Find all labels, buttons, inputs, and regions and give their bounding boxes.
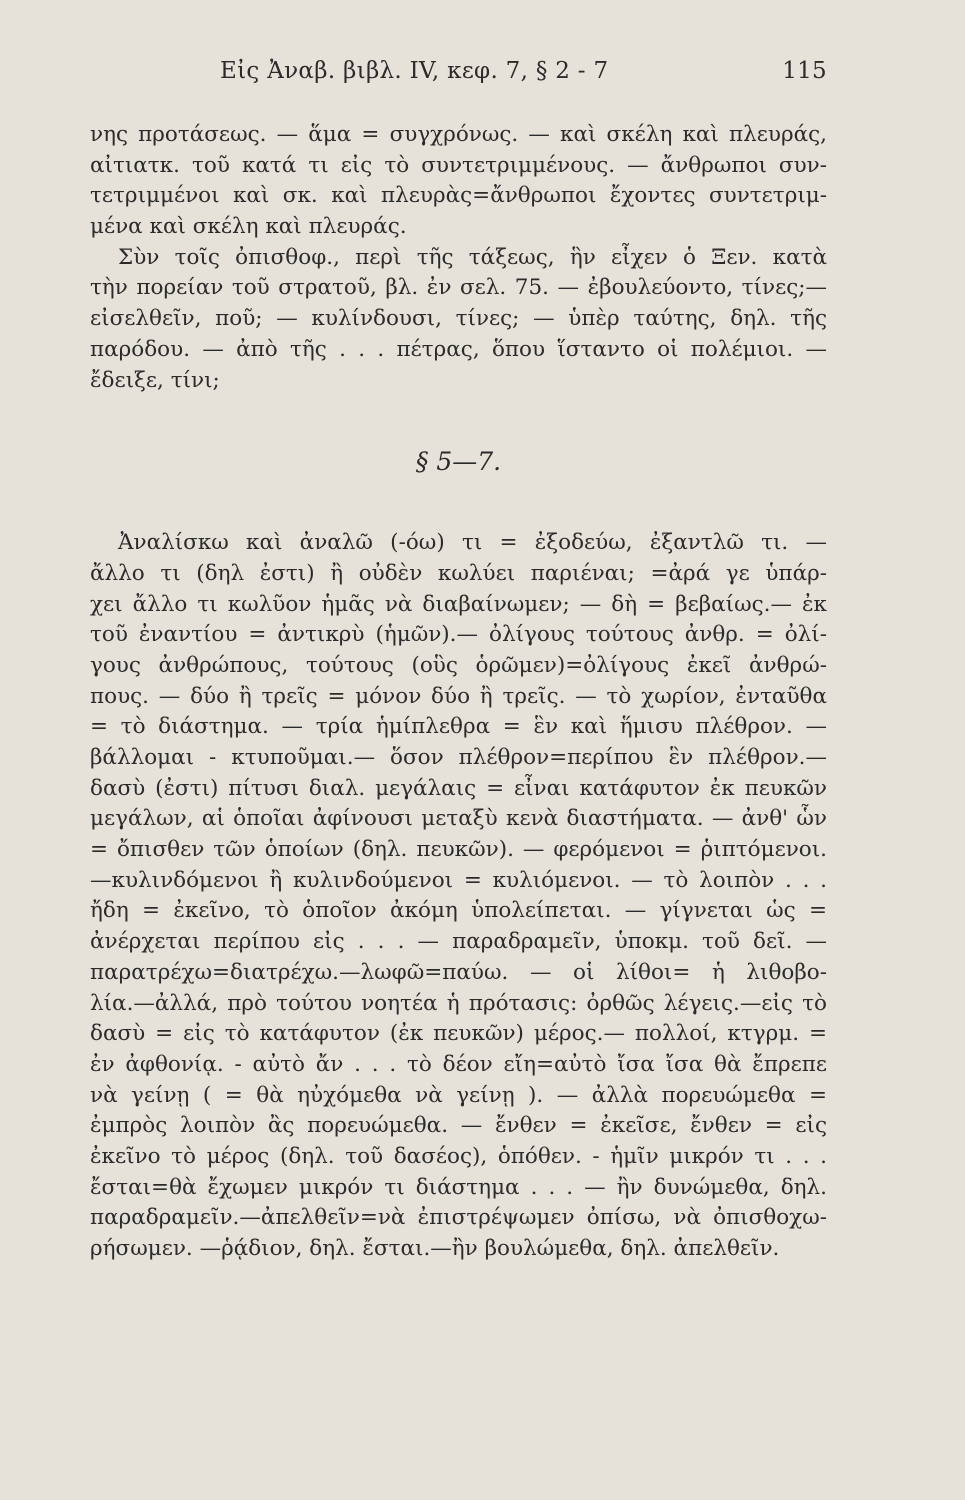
text-line: ἄλλο τι (δηλ ἐστι) ἢ οὐδὲν κωλύει παριέναι; =ἀρά γε ὑπάρ- [90, 560, 827, 586]
text-line: —κυλινδόμενοι ἢ κυλινδούμενοι = κυλιόμενοι. — τὸ λοιπὸν . . . [90, 867, 827, 893]
text-line: βάλλομαι - κτυποῦμαι.— ὅσον πλέθρον=περίπου ἓν πλέθρον.— [90, 745, 827, 770]
text-line: παρατρέχω=διατρέχω.—λωφῶ=παύω. — οἱ λίθοι= ἡ λιθοβο- [90, 959, 827, 985]
text-line: ἐμπρὸς λοιπὸν ἂς πορευώμεθα. — ἔνθεν = ἐκεῖσε, ἔνθεν = εἰς [90, 1113, 827, 1139]
text-line: Ἀναλίσκω καὶ ἀναλῶ (-όω) τι = ἐξοδεύω, ἐξαντλῶ τι. — [118, 530, 827, 556]
text-line: αἰτιατκ. τοῦ κατά τι εἰς τὸ συντετριμμένους. — ἄνθρωποι συν- [90, 152, 827, 178]
text-line: λία.—ἀλλά, πρὸ τούτου νοητέα ἡ πρότασις: ὀρθῶς λέγεις.—εἰς τὸ [90, 990, 827, 1016]
page-body [90, 120, 827, 1265]
text-line: = ὄπισθεν τῶν ὁποίων (δηλ. πευκῶν). — φερόμενοι = ῥιπτόμενοι. [90, 837, 827, 863]
text-line: τὴν πορείαν τοῦ στρατοῦ, βλ. ἐν σελ. 75. — ἐβουλεύοντο, τίνες;— [90, 275, 827, 301]
text-line: παρόδου. — ἀπὸ τῆς . . . πέτρας, ὅπου ἵσταντο οἱ πολέμιοι. — [90, 336, 827, 362]
text-line: Σὺν τοῖς ὀπισθοφ., περὶ τῆς τάξεως, ἣν εἶχεν ὁ Ξεν. κατὰ [118, 244, 827, 270]
text-line: δασὺ (ἐστι) πίτυσι διαλ. μεγάλαις = εἶναι κατάφυτον ἐκ πευκῶν [90, 775, 827, 801]
text-line: ἀνέρχεται περίπου εἰς . . . — παραδραμεῖν, ὑποκμ. τοῦ δεῖ. — [90, 929, 827, 955]
text-line: ἤδη = ἐκεῖνο, τὸ ὁποῖον ἀκόμη ὑπολείπεται. — γίγνεται ὡς = [90, 898, 827, 924]
text-line: ρήσωμεν. —ῥᾴδιον, δηλ. ἔσται.—ἢν βουλώμεθα, δηλ. ἀπελθεῖν. [90, 1236, 780, 1261]
running-title: Εἰς Ἀναβ. βιβλ. IV, κεφ. 7, § 2 - 7 [220, 58, 609, 84]
section-heading: § 5—7. [415, 447, 502, 477]
text-line: παραδραμεῖν.—ἀπελθεῖν=νὰ ἐπιστρέψωμεν ὀπίσω, νὰ ὀπισθοχω- [90, 1205, 827, 1231]
text-line: τετριμμένοι καὶ σκ. καὶ πλευρὰς=ἄνθρωποι ἔχοντες συντετριμ- [90, 183, 827, 209]
text-line: εἰσελθεῖν, ποῦ; — κυλίνδουσι, τίνες; — ὑπὲρ ταύτης, δηλ. τῆς [90, 306, 827, 332]
page-number: 115 [782, 58, 827, 84]
text-line: ἐν ἀφθονίᾳ. - αὐτὸ ἄν . . . τὸ δέον εἴη=αὐτὸ ἴσα ἴσα θὰ ἔπρεπε [90, 1051, 827, 1077]
commentary-block-2 [90, 528, 827, 1265]
text-line: ἔσται=θὰ ἔχωμεν μικρόν τι διάστημα . . . — ἢν δυνώμεθα, δηλ. [90, 1174, 827, 1200]
text-line: δασὺ = εἰς τὸ κατάφυτον (ἐκ πευκῶν) μέρος.— πολλοί, κτγρμ. = [90, 1021, 827, 1047]
commentary-block-1 [90, 120, 827, 396]
text-line: ἔδειξε, τίνι; [90, 367, 220, 393]
text-line: ἐκεῖνο τὸ μέρος (δηλ. τοῦ δασέος), ὁπόθεν. - ἡμῖν μικρόν τι . . . [90, 1143, 827, 1169]
text-line: μένα καὶ σκέλη καὶ πλευράς. [90, 214, 407, 240]
text-line: πους. — δύο ἢ τρεῖς = μόνον δύο ἢ τρεῖς. — τὸ χωρίον, ἐνταῦθα [90, 683, 827, 709]
text-line: τοῦ ἐναντίου = ἀντικρὺ (ἡμῶν).— ὀλίγους τούτους ἀνθρ. = ὀλί- [90, 622, 827, 648]
text-line: μεγάλων, αἱ ὁποῖαι ἀφίνουσι μεταξὺ κενὰ διαστήματα. — ἀνθ' ὧν [90, 806, 827, 832]
text-line: νης προτάσεως. — ἅμα = συγχρόνως. — καὶ σκέλη καὶ πλευράς, [90, 122, 827, 147]
text-line: χει ἄλλο τι κωλῦον ἡμᾶς νὰ διαβαίνωμεν; — δὴ = βεβαίως.— ἐκ [90, 591, 827, 617]
running-header [90, 58, 827, 98]
text-line: νὰ γείνῃ ( = θὰ ηὐχόμεθα νὰ γείνῃ ). — ἀλλὰ πορευώμεθα = [90, 1082, 827, 1108]
text-line: γους ἀνθρώπους, τούτους (οὓς ὁρῶμεν)=ὀλίγους ἐκεῖ ἀνθρώ- [90, 652, 827, 678]
text-line: = τὸ διάστημα. — τρία ἡμίπλεθρα = ἓν καὶ ἥμισυ πλέθρον. — [90, 714, 827, 740]
